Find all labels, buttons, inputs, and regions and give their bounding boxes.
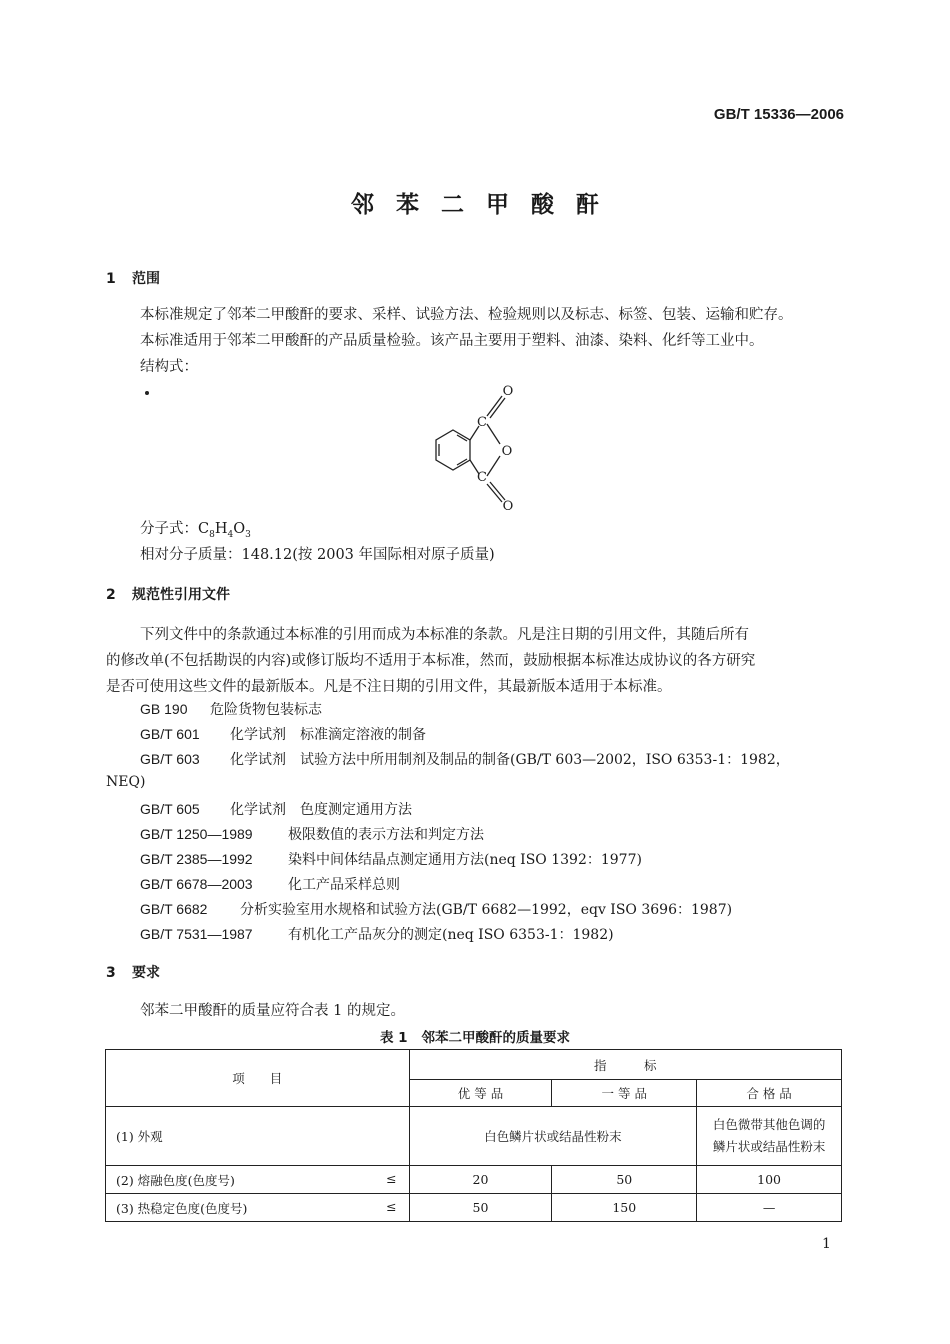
molecular-mass: 相对分子质量：148.12(按 2003 年国际相对原子质量) [140, 547, 495, 563]
reference-continuation: NEQ) [106, 774, 146, 790]
table-cell-value: 150 [552, 1194, 697, 1222]
reference-text: 化学试剂 标准滴定溶液的制备 [230, 727, 426, 743]
reference-item [140, 924, 614, 944]
reference-item [140, 899, 732, 919]
reference-code: GB/T 6682 [140, 901, 208, 917]
benzene-ring [436, 430, 470, 470]
reference-code: GB/T 2385—1992 [140, 851, 253, 867]
reference-text: 极限数值的表示方法和判定方法 [288, 827, 484, 843]
reference-text: 化工产品采样总则 [288, 877, 400, 893]
less-equal-symbol: ≤ [386, 1198, 397, 1214]
table-header-grade: 一 等 品 [552, 1080, 697, 1107]
table-caption-title: 邻苯二甲酸酐的质量要求 [421, 1030, 571, 1046]
atom-label: O [502, 499, 514, 514]
reference-text: 分析实验室用水规格和试验方法(GB/T 6682—1992，eqv ISO 3696：1987) [240, 902, 733, 918]
table-header-grade: 合 格 品 [697, 1080, 842, 1107]
less-equal-symbol: ≤ [386, 1170, 397, 1186]
molecular-formula: 分子式：$C_8H_4O_3$ [140, 521, 251, 540]
page-title: 邻苯二甲酸酐 [351, 192, 621, 218]
reference-item [140, 824, 484, 844]
paragraph-line: 的修改单(不包括勘误的内容)或修订版均不适用于本标准，然而，鼓励根据本标准达成协议的各方研究 [106, 653, 756, 669]
atom-label: C [477, 415, 487, 430]
reference-text: 染料中间体结晶点测定通用方法(neq ISO 1392：1977) [288, 852, 642, 868]
table-cell-value: 50 [409, 1194, 552, 1222]
section-title: 规范性引用文件 [132, 587, 230, 603]
table-row [106, 1166, 842, 1194]
reference-code: GB 190 [140, 701, 188, 717]
reference-item [140, 699, 322, 719]
table-cell-value: 50 [552, 1166, 697, 1194]
reference-code: GB/T 601 [140, 726, 200, 742]
paragraph: 本标准规定了邻苯二甲酸酐的要求、采样、试验方法、检验规则以及标志、标签、包装、运输和贮存。 [140, 307, 793, 323]
paragraph-line: 下列文件中的条款通过本标准的引用而成为本标准的条款。凡是注日期的引用文件，其随后所有 [140, 627, 749, 643]
table-cell-value: 白色鳞片状或结晶性粉末 [409, 1107, 697, 1166]
table-cell-item: (1) 外观 [106, 1107, 410, 1166]
section-number: 2 [106, 587, 116, 603]
reference-text: 危险货物包装标志 [210, 702, 322, 718]
reference-text: 有机化工产品灰分的测定(neq ISO 6353-1：1982) [288, 927, 614, 943]
reference-item [140, 874, 400, 894]
reference-code: GB/T 605 [140, 801, 200, 817]
table-cell-value: — [697, 1194, 842, 1222]
atom-label: C [477, 470, 487, 485]
table-caption-number: 表 1 [379, 1030, 408, 1046]
table-cell-item: (2) 熔融色度(色度号) ≤ [106, 1166, 410, 1194]
reference-code: GB/T 603 [140, 751, 200, 767]
reference-item [140, 724, 426, 744]
section-1-heading [106, 268, 160, 288]
table-row [106, 1107, 842, 1166]
paragraph: 结构式： [140, 359, 198, 375]
scan-speck [145, 391, 149, 395]
table-cell-value: 白色微带其他色调的 鳞片状或结晶性粉末 [697, 1107, 842, 1166]
paragraph: 本标准适用于邻苯二甲酸酐的产品质量检验。该产品主要用于塑料、油漆、染料、化纤等工业中。 [140, 333, 764, 349]
reference-item [140, 749, 790, 769]
page-number: 1 [822, 1236, 831, 1252]
table-cell-item: (3) 热稳定色度(色度号) ≤ [106, 1194, 410, 1222]
table-row [106, 1194, 842, 1222]
table-header-indicator: 指 标 [409, 1050, 841, 1080]
table-header-grade: 优 等 品 [409, 1080, 552, 1107]
table-cell-value: 20 [409, 1166, 552, 1194]
paragraph: 邻苯二甲酸酐的质量应符合表 1 的规定。 [140, 1003, 405, 1019]
reference-text: 化学试剂 色度测定通用方法 [230, 802, 412, 818]
reference-item [140, 799, 412, 819]
atom-label: O [502, 384, 514, 399]
section-3-heading [106, 962, 160, 982]
reference-text: 化学试剂 试验方法中所用制剂及制品的制备(GB/T 603—2002，ISO 6353-1：1982， [230, 752, 790, 768]
reference-item [140, 849, 642, 869]
section-number: 1 [106, 271, 116, 287]
reference-code: GB/T 1250—1989 [140, 826, 253, 842]
table-cell-value: 100 [697, 1166, 842, 1194]
section-number: 3 [106, 965, 116, 981]
table-header-item: 项 目 [106, 1050, 410, 1107]
atom-label: O [501, 444, 513, 459]
structural-formula [425, 378, 535, 518]
section-2-heading [106, 584, 230, 604]
section-title: 要求 [132, 965, 160, 981]
paragraph-line: 是否可使用这些文件的最新版本。凡是不注日期的引用文件，其最新版本适用于本标准。 [106, 679, 672, 695]
table-caption [0, 1026, 950, 1046]
reference-code: GB/T 6678—2003 [140, 876, 253, 892]
standard-code: GB/T 15336—2006 [713, 106, 844, 123]
section-title: 范围 [132, 271, 160, 287]
reference-code: GB/T 7531—1987 [140, 926, 253, 942]
quality-requirements-table [105, 1049, 842, 1222]
